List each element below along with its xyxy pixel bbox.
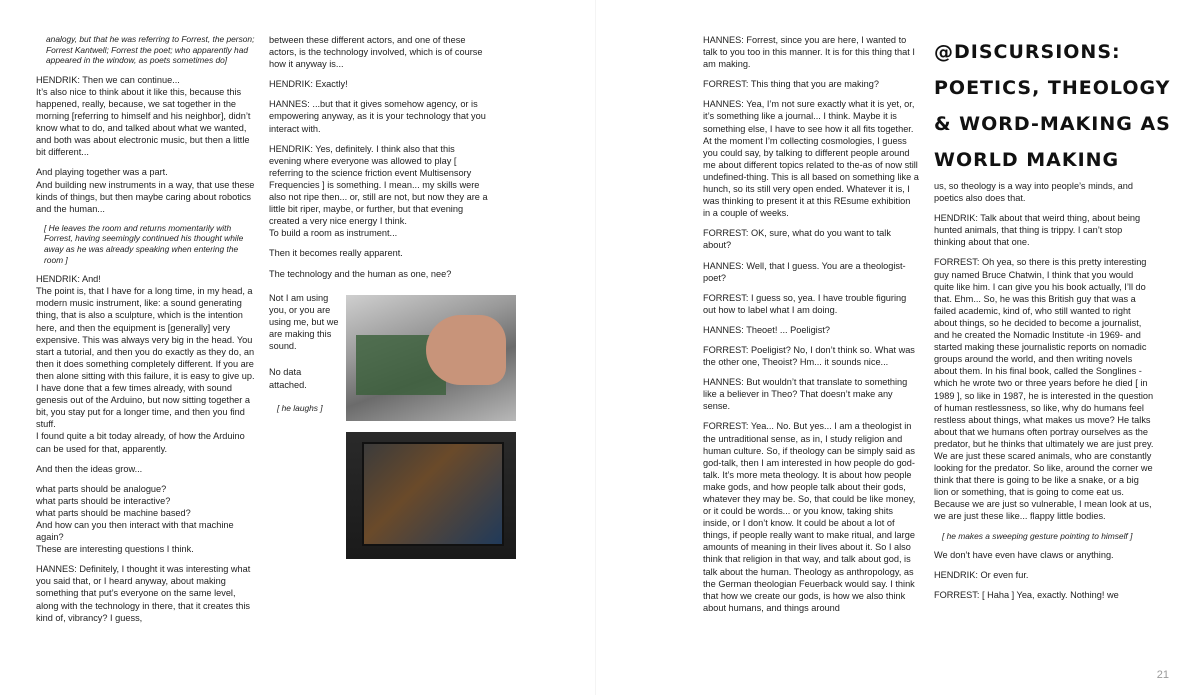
page-number: 21 [1156, 669, 1169, 681]
paragraph: FORREST: I guess so, yea. I have trouble figuring out how to label what I am doing. [703, 292, 907, 315]
paragraph: HANNES: Forrest, since you are here, I wanted to talk to you too in this manner. It is for this thing that I am making. [703, 35, 915, 70]
paragraph: FORREST: Poeligist? No, I don’t think so. What was the other one, Theoist? Hm... it sounds nice... [703, 344, 915, 368]
paragraph: HANNES: Definitely, I thought it was interesting what you said that, or I heard anyway, about making something that put’s everyone on the same level, along with the technology in there, that it creates this kind of, vibrancy? I guess, [36, 564, 251, 623]
page-gutter [595, 0, 596, 695]
paragraph: HENDRIK: Then we can continue... It’s also nice to think about it like this, because this happened, really, because, we sat together in the morning [referring to himself and his neighbor], didn’t know what to do, and talked about what we wanted, and both was about electronic music, but then a little bit different... [36, 74, 251, 158]
paragraph: FORREST: Yea... No. But yes... I am a theologist in the untraditional sense, as in, I study religion and human culture. So, if theology can be simply said as god-talk, then I am interested in how people do god-talk. It’s more meta theology. It is about how people make gods, and how people talk about their gods, whatever they may be. So, that could be like money, or it could be words... or you know, taking shits inside, or I don’t know. It could be about a lot of things, if people really want to make ritual, and large amounts of meaning in their lives about it. So I also think that religion in that way, and talk about god, is talk about the human. Theology as anthropology, as the German theologian Feuerback would say. I think that how we create our gods, is how we also think about humans, and things around [703, 421, 916, 613]
left-column-2 [269, 34, 489, 288]
paragraph: us, so theology is a way into people’s minds, and poetics also does that. [934, 181, 1134, 204]
paragraph: And playing together was a part. And building new instruments in a way, that use these kinds of things, but then maybe caring about robotics and the human... [36, 167, 255, 214]
right-column-1 [703, 34, 920, 622]
laptop-screen [362, 442, 504, 546]
paragraph: FORREST: [ Haha ] Yea, exactly. Nothing! we [934, 590, 1119, 601]
article-heading [934, 34, 1171, 178]
paragraph: FORREST: OK, sure, what do you want to talk about? [703, 228, 891, 251]
italic-note: [ he laughs ] [277, 402, 323, 413]
italic-note: analogy, but that he was referring to Forrest, the person; Forrest Kantwell; Forrest the poet; who apparently had appeared in the window, as poets sometimes do] [46, 34, 255, 66]
paragraph: FORREST: This thing that you are making? [703, 79, 880, 90]
paragraph: FORREST: Oh yea, so there is this pretty interesting guy named Bruce Chatwin, I think that you would quite like him. I can give you his book actually, I’ll do that. Ehm... So, he was this British guy that was a failed academic, kind of, who still wanted to right about things, so he decided to become a journalist, and he created the Nomadic Institute -in 1969- and started making these journalistic reports on nomadic groups around the world, and then writing novels about them. In his final book, called the Songlines -which he wrote two or three years before he died [ in 1989 ], so like in 1987, he is interested in the question of human restlessness, so like, why do humans feel restless about things, what makes us move? He talks about that we humans often portray ourselves as the predator, but he thinks that ultimately we are just prey. We are just these scared animals, who are constantly looking for the predator. So like, around the corner we think that there is going to be like a snake, or a big lion or something, that is going to come eat us. Because we are just so vulnerable, I mean look at us, we are just these like... flappy little bodies. [934, 257, 1154, 522]
right-column-2 [934, 34, 1171, 601]
laptop-photo [346, 432, 516, 559]
breadboard-photo [346, 295, 516, 421]
paragraph: HENDRIK: Yes, definitely. I think also that this evening where everyone was allowed to play [ referring to the science friction event Multisensory Frequencies ] is something. I mean... my skills were also not ripe then... or, still are not, but now they are a little bit riper, maybe, or further, but that evening created a very nice energy I think. To build a room as instrument... [269, 143, 488, 239]
paragraph: between these different actors, and one of these actors, is the technology involved, which is of course how it anyway is... [269, 35, 483, 70]
heading-line: & WORD-MAKING AS [934, 113, 1171, 135]
heading-line: POETICS, THEOLOGY [934, 77, 1171, 99]
heading-line: WORLD MAKING [934, 149, 1120, 171]
paragraph: HENDRIK: Talk about that weird thing, about being hunted animals, that thing is trippy. I can’t stop thinking about that one. [934, 213, 1141, 248]
paragraph: what parts should be analogue? what parts should be interactive? what parts should be machine based? And how can you then interact with that machine again? These are interesting questions I think. [36, 483, 234, 555]
paragraph: We don’t have even have claws or anything. [934, 550, 1114, 561]
italic-note: [ he makes a sweeping gesture pointing to himself ] [942, 530, 1133, 541]
paragraph: And then the ideas grow... [36, 463, 143, 474]
paragraph: HANNES: ...but that it gives somehow agency, or is empowering anyway, as it is your technology that you interact with. [269, 99, 486, 134]
paragraph: HENDRIK: Or even fur. [934, 570, 1029, 581]
paragraph: HENDRIK: And! The point is, that I have for a long time, in my head, a modern music instrument, like: a sound generating thing, that is also a sculpture, which is the intention here, and then the equipment is [generally] very expensive. This was always very big in the head. You start a tutorial, and then you do exactly as they do, an then it does something completely different. If you are then alone sitting with this failure, it is easy to give up. I have done that a few times already, with sound genesis out of the Arduino, but now sitting together a bit, you stay put for a longer time, and then you find stuff. I found quite a bit today already, of how the Arduino can be used for that, apparently. [36, 274, 255, 454]
left-column-1 [36, 34, 258, 632]
paragraph: HENDRIK: Exactly! [269, 79, 348, 90]
hand-shape [426, 315, 506, 385]
paragraph: HANNES: Theoet! ... Poeligist? [703, 324, 830, 335]
paragraph: HANNES: Yea, I’m not sure exactly what it is yet, or, it’s something like a journal... I think. Maybe it is something else, I have to see how it all fits together. At the moment I’m collecting cosmologies, I guess you could say, by talking to different people around me about different topics related to the-as of now still undefined-thing. This is all based on something like a hunch, so its still very open ended. Whatever it is, I was thinking to present it at this REsume exhibition in a couple of weeks. [703, 99, 919, 219]
paragraph: Not I am using you, or you are using me, but we are making this sound. [269, 293, 339, 352]
paragraph: No data attached. [269, 367, 307, 390]
heading-line: @DISCURSIONS: [934, 41, 1121, 63]
photo-side-text [269, 292, 341, 413]
paragraph: The technology and the human as one, nee? [269, 268, 452, 279]
italic-note: [ He leaves the room and returns momentarily with Forrest, having seemingly continued his thought while away as he was already speaking when entering the room ] [44, 222, 244, 265]
paragraph: Then it becomes really apparent. [269, 248, 403, 259]
paragraph: HANNES: Well, that I guess. You are a theologist-poet? [703, 260, 906, 283]
paragraph: HANNES: But wouldn’t that translate to something like a believer in Theo? That doesn’t make any sense. [703, 377, 908, 412]
